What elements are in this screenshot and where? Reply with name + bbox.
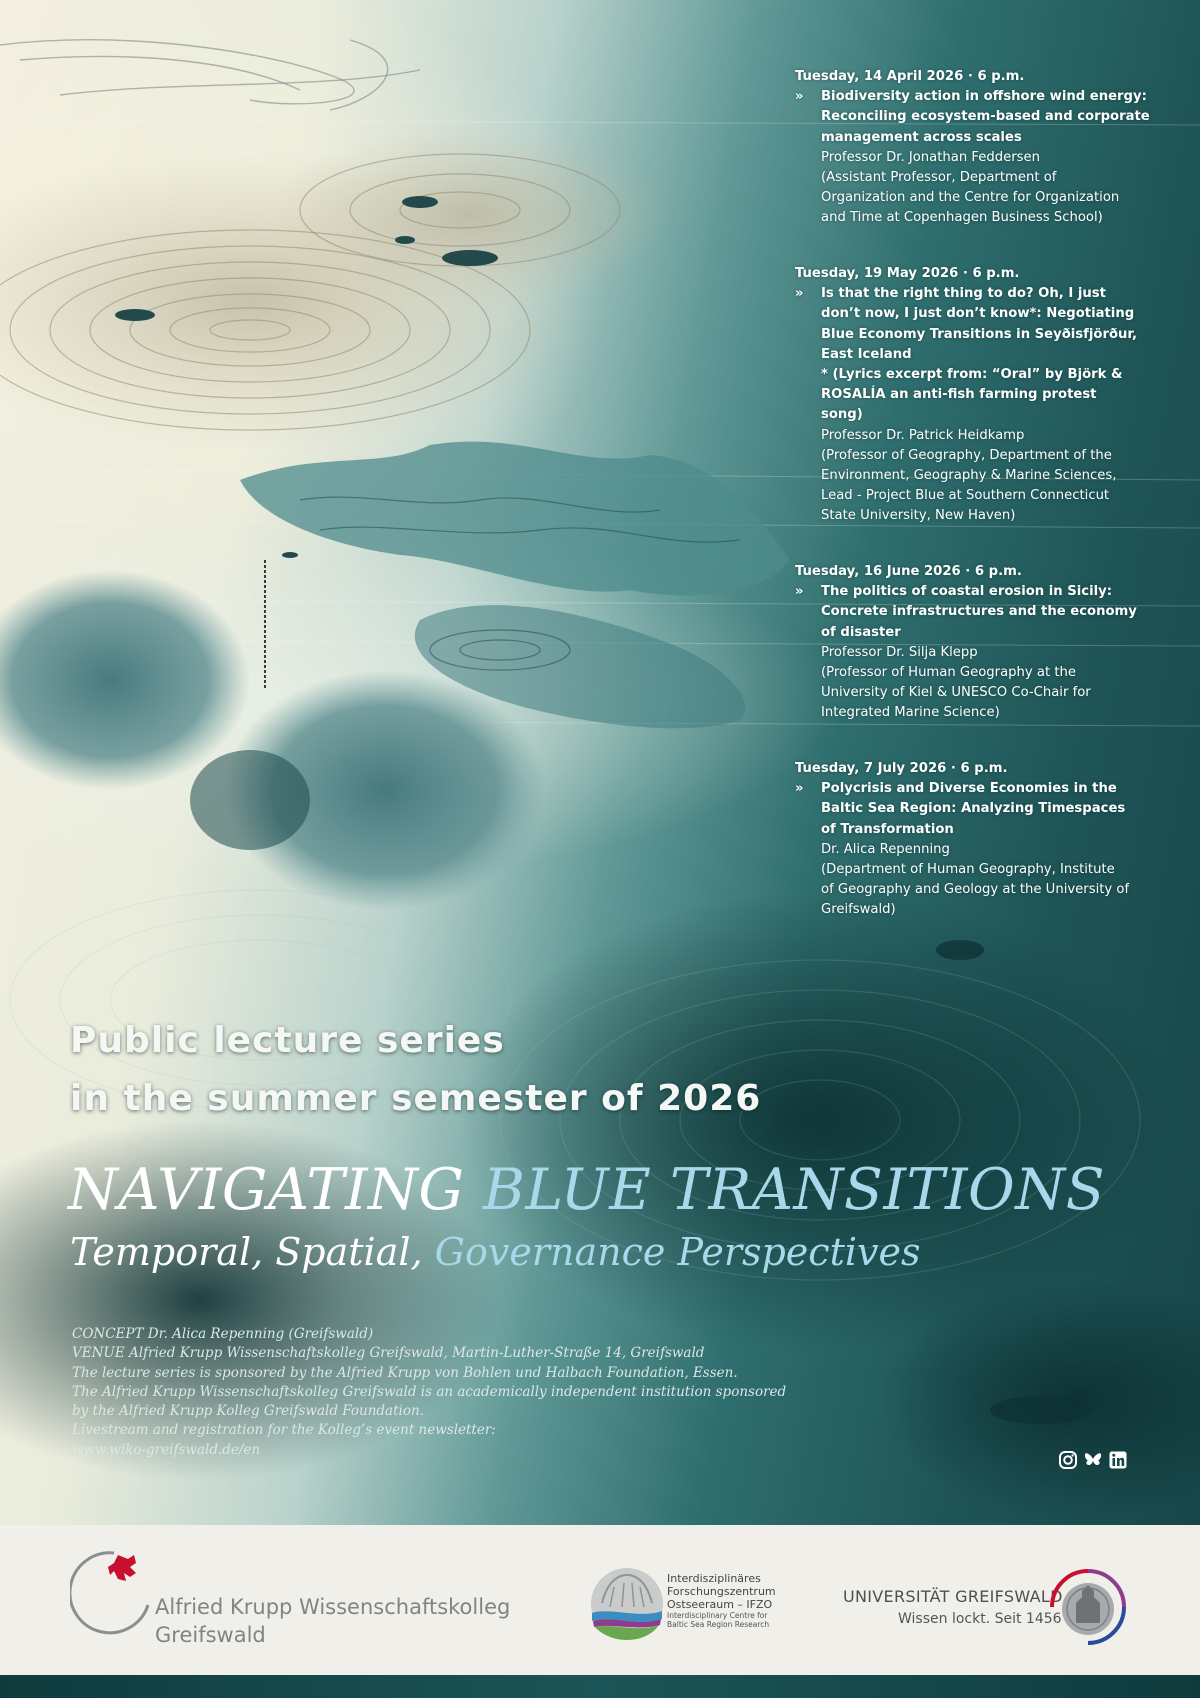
lecture-speaker: Dr. Alica Repenning [821, 841, 950, 857]
social-icons [1058, 1450, 1128, 1470]
lecture-note-line: ROSALÍA an anti-fish farming protest [821, 387, 1097, 403]
lecture-affiliation-line: University of Kiel & UNESCO Co-Chair for [821, 685, 1091, 701]
university-claim: Wissen lockt. Seit 1456 [898, 1611, 1062, 1627]
lecture-title-line: management across scales [821, 129, 1022, 145]
lecture-affiliation-line: (Department of Human Geography, Institute [821, 862, 1115, 878]
series-heading-line: in the summer semester of 2026 [70, 1078, 762, 1119]
lecture-title-line: of Transformation [821, 821, 954, 837]
footer-logos [0, 1525, 1200, 1675]
ifzo-name-line: Ostseeraum – IFZO [667, 1598, 773, 1611]
ifzo-logo [590, 1567, 664, 1641]
bullet-marker: » [795, 89, 804, 105]
instagram-icon[interactable] [1058, 1450, 1078, 1470]
subtitle-part: Temporal, Spatial, [70, 1230, 435, 1274]
university-seal [1044, 1563, 1132, 1651]
lecture-title-line: Is that the right thing to do? Oh, I just [821, 286, 1106, 302]
ifzo-name-line: Forschungszentrum [667, 1585, 776, 1598]
website-link[interactable]: www.wiko-greifswald.de/en [72, 1441, 261, 1458]
lecture-title-line: Baltic Sea Region: Analyzing Timespaces [821, 801, 1126, 817]
lecture-title-line: Concrete infrastructures and the economy [821, 604, 1137, 620]
series-heading-line: Public lecture series [70, 1020, 505, 1061]
ifzo-english-line: Interdisciplinary Centre for [667, 1611, 768, 1620]
lecture-speaker: Professor Dr. Silja Klepp [821, 644, 978, 660]
lecture-affiliation-line: Lead - Project Blue at Southern Connecticut [821, 488, 1110, 504]
wiko-name-line: Greifswald [155, 1623, 266, 1647]
wiko-name-line: Alfried Krupp Wissenschaftskolleg [155, 1595, 511, 1619]
ifzo-name-line: Interdisziplinäres [667, 1572, 761, 1585]
ifzo-english-line: Baltic Sea Region Research [667, 1620, 770, 1629]
lecture-date: Tuesday, 14 April 2026 · 6 p.m. [795, 69, 1025, 84]
lecture-affiliation-line: Organization and the Centre for Organization [821, 190, 1120, 206]
lecture-affiliation-line: Greifswald) [821, 902, 896, 918]
main-title-part: NAVIGATING [68, 1157, 484, 1223]
credits-line: VENUE Alfried Krupp Wissenschaftskolleg Greifswald, Martin-Luther-Straße 14, Greifswald [72, 1345, 705, 1362]
lecture-title-line: Polycrisis and Diverse Economies in the [821, 781, 1117, 797]
lecture-speaker: Professor Dr. Patrick Heidkamp [821, 427, 1025, 443]
credits-line: The lecture series is sponsored by the Alfried Krupp von Bohlen und Halbach Foundation, Essen. [72, 1364, 738, 1381]
lecture-title-line: don’t now, I just don’t know*: Negotiating [821, 306, 1135, 322]
credits-line: CONCEPT Dr. Alica Repenning (Greifswald) [72, 1326, 374, 1342]
lecture-affiliation-line: (Professor of Human Geography at the [821, 665, 1076, 681]
lecture-entry [795, 264, 1165, 527]
bullet-marker: » [795, 584, 804, 600]
lecture-note-line: song) [821, 407, 863, 423]
lecture-speaker: Professor Dr. Jonathan Feddersen [821, 149, 1041, 165]
lecture-title-line: East Iceland [821, 346, 912, 362]
bottom-strip [0, 1675, 1200, 1698]
subtitle-accent: Governance Perspectives [434, 1230, 921, 1274]
credits-line: The Alfried Krupp Wissenschaftskolleg Greifswald is an academically independent institution sponsored [72, 1383, 787, 1400]
lecture-entry [795, 562, 1165, 724]
ifzo-name [667, 1572, 776, 1629]
lecture-date: Tuesday, 16 June 2026 · 6 p.m. [795, 564, 1022, 579]
lecture-affiliation-line: Integrated Marine Science) [821, 705, 1000, 721]
lecture-title-line: Biodiversity action in offshore wind energy: [821, 89, 1147, 105]
lecture-date: Tuesday, 19 May 2026 · 6 p.m. [795, 266, 1020, 281]
wiko-logo [70, 1545, 150, 1645]
bullet-marker: » [795, 286, 804, 302]
university-name: UNIVERSITÄT GREIFSWALD [843, 1587, 1063, 1606]
lecture-affiliation-line: (Professor of Geography, Department of the [821, 447, 1112, 463]
lecture-affiliation-line: (Assistant Professor, Department of [821, 170, 1057, 186]
lecture-affiliation-line: and Time at Copenhagen Business School) [821, 210, 1103, 226]
lecture-title-line: Blue Economy Transitions in Seyðisfjörður, [821, 326, 1137, 342]
subtitle [70, 1228, 920, 1276]
lecture-title-line: Reconciling ecosystem-based and corporate [821, 109, 1150, 125]
lecture-entry [795, 67, 1165, 229]
lecture-entry [795, 759, 1165, 921]
credits-line: Livestream and registration for the Kolleg’s event newsletter: [72, 1422, 496, 1439]
lecture-title-line: of disaster [821, 624, 901, 640]
lecture-affiliation-line: State University, New Haven) [821, 508, 1016, 524]
series-heading [70, 1012, 761, 1128]
main-title [68, 1158, 1105, 1222]
linkedin-icon[interactable] [1108, 1450, 1128, 1470]
credits-line: by the Alfried Krupp Kolleg Greifswald Foundation. [72, 1403, 424, 1420]
bluesky-icon[interactable] [1083, 1450, 1103, 1470]
wiko-name [155, 1593, 510, 1649]
lecture-date: Tuesday, 7 July 2026 · 6 p.m. [795, 761, 1008, 776]
main-title-accent: BLUE TRANSITIONS [483, 1157, 1106, 1223]
bullet-marker: » [795, 781, 804, 797]
credits-block [72, 1325, 892, 1460]
lecture-title-line: The politics of coastal erosion in Sicily: [821, 584, 1113, 600]
lecture-note-line: * (Lyrics excerpt from: “Oral” by Björk & [821, 367, 1123, 383]
lecture-affiliation-line: Environment, Geography & Marine Sciences, [821, 468, 1117, 484]
lecture-affiliation-line: of Geography and Geology at the University of [821, 882, 1130, 898]
